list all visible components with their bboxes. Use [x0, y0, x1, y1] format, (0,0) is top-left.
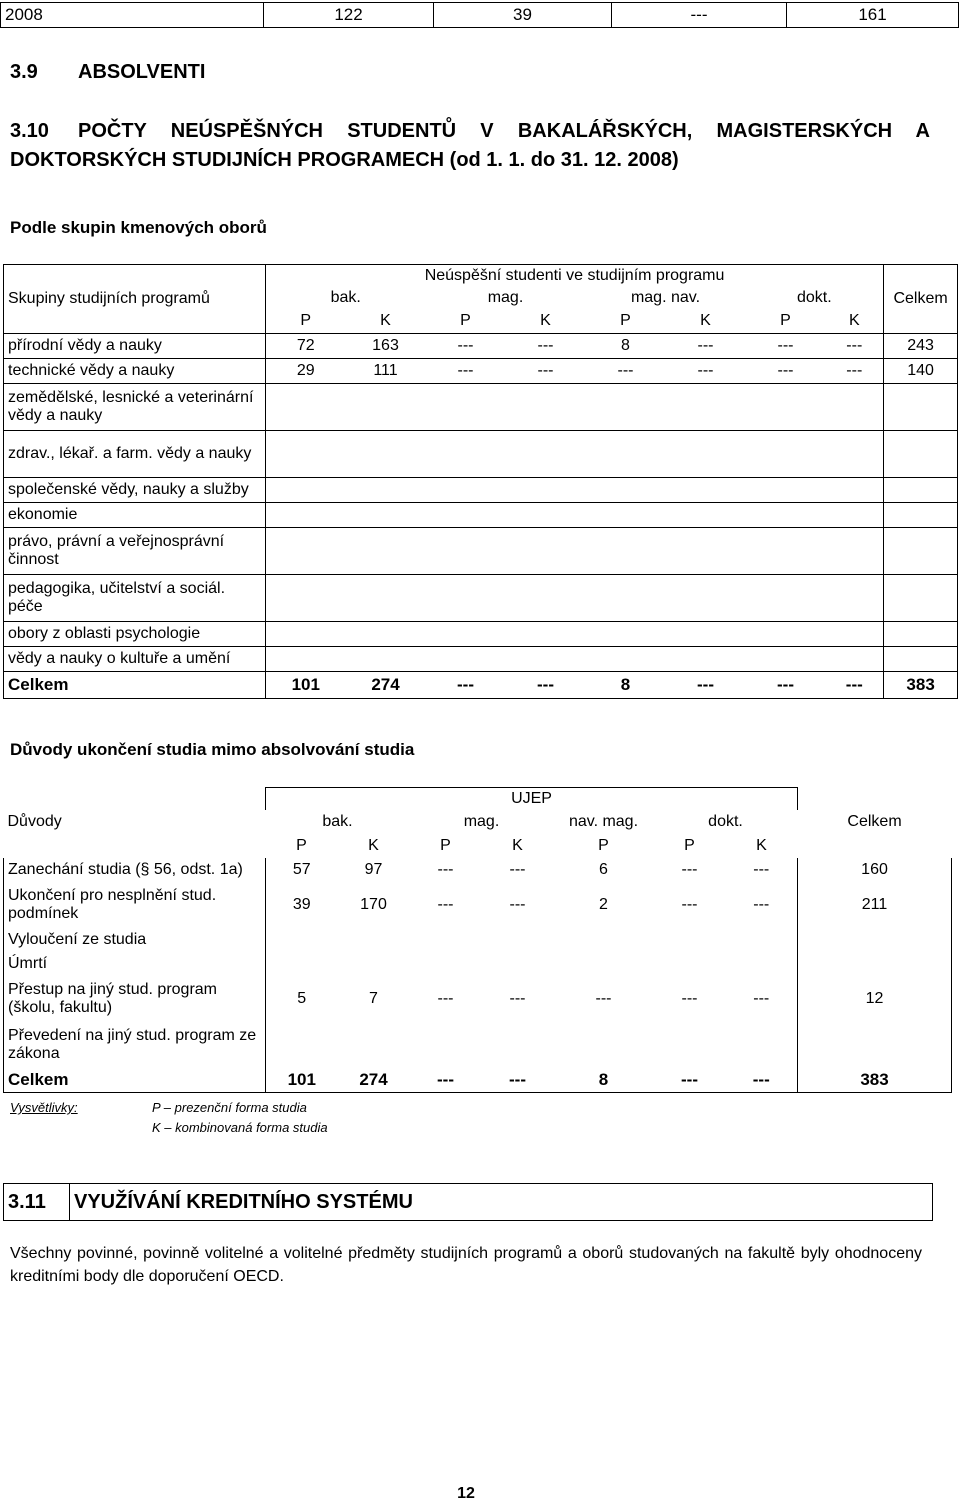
total-cell — [798, 952, 952, 976]
program-header: mag. — [463, 812, 500, 830]
value-cell — [654, 1022, 726, 1068]
program-header: mag. — [487, 289, 524, 306]
value-cell — [826, 622, 884, 647]
legend — [10, 1098, 328, 1138]
value-cell — [410, 928, 482, 952]
value-cell: --- — [410, 1068, 482, 1093]
value-cell: 274 — [338, 1068, 410, 1093]
value-cell — [666, 503, 746, 528]
total-cell — [884, 478, 958, 503]
row-label: pedagogika, učitelství a sociál. péče — [4, 575, 266, 622]
table-row — [4, 1184, 933, 1221]
value-cell — [506, 478, 586, 503]
form-header: P — [780, 312, 791, 329]
value-cell — [266, 528, 346, 575]
value-cell — [266, 928, 338, 952]
value-cell — [506, 503, 586, 528]
super-header: Neúspěšní studenti ve studijním programu — [266, 265, 884, 288]
value-cell — [338, 952, 410, 976]
total-cell: 383 — [884, 672, 958, 699]
value-cell — [654, 952, 726, 976]
value-cell: --- — [586, 359, 666, 384]
value-cell — [266, 478, 346, 503]
value-cell: --- — [753, 895, 770, 913]
form-header: K — [700, 312, 711, 329]
value-cell — [482, 1022, 554, 1068]
value-cell — [746, 384, 826, 431]
table-row — [4, 858, 952, 882]
value-cell — [586, 575, 666, 622]
table-header-row — [4, 788, 952, 810]
table-row — [4, 952, 952, 976]
legend-p: P – prezenční forma studia — [152, 1100, 307, 1115]
heading-title: ABSOLVENTI — [78, 61, 206, 83]
value-cell — [506, 384, 586, 431]
value-cell — [346, 575, 426, 622]
value-cell — [426, 622, 506, 647]
value-cell — [266, 503, 346, 528]
subheading-skupiny: Podle skupin kmenových oborů — [10, 218, 267, 237]
value-cell — [482, 952, 554, 976]
table-row — [4, 334, 958, 359]
row-label: vědy a nauky o kultuře a umění — [4, 647, 266, 672]
table-row — [4, 359, 958, 384]
value-cell — [506, 647, 586, 672]
total-cell — [884, 384, 958, 431]
value-cell: --- — [506, 359, 586, 384]
row-label: Vyloučení ze studia — [4, 928, 266, 952]
legend-k: K – kombinovaná forma studia — [152, 1120, 328, 1135]
table-header-row — [4, 265, 958, 288]
value-cell: --- — [826, 334, 884, 359]
value-cell — [666, 528, 746, 575]
value-cell — [266, 647, 346, 672]
value-cell — [554, 952, 654, 976]
program-header: nav. mag. — [568, 812, 639, 830]
heading-title: POČTY NEÚSPĚŠNÝCH STUDENTŮ V BAKALÁŘSKÝCH, MAGISTERSKÝCH A DOKTORSKÝCH STUDIJNÍCH PROGRAMECH (od 1. 1. do 31. 12. 2008) — [10, 120, 930, 171]
total-cell — [884, 528, 958, 575]
value-cell: --- — [437, 895, 454, 913]
value-cell — [554, 1022, 654, 1068]
value-cell: 7 — [369, 989, 378, 1007]
program-header: bak. — [322, 812, 353, 830]
total-cell: 383 — [798, 1068, 952, 1093]
value-cell — [426, 575, 506, 622]
row-label: Celkem — [4, 1068, 266, 1093]
row-label: Zanechání studia (§ 56, odst. 1a) — [4, 858, 266, 882]
value-cell — [410, 1022, 482, 1068]
form-header: K — [380, 312, 391, 329]
value-cell — [586, 431, 666, 478]
value-cell — [266, 431, 346, 478]
program-header: bak. — [330, 289, 361, 306]
total-cell — [798, 1022, 952, 1068]
total-cell: 140 — [884, 359, 958, 384]
value-cell — [746, 647, 826, 672]
top-cell: --- — [612, 3, 787, 28]
total-header: Celkem — [847, 812, 902, 830]
value-cell — [654, 928, 726, 952]
page-number: 12 — [457, 1485, 475, 1502]
table-row — [1, 3, 959, 28]
value-cell — [482, 928, 554, 952]
value-cell — [826, 503, 884, 528]
value-cell — [266, 384, 346, 431]
value-cell — [426, 647, 506, 672]
top-summary-table — [0, 2, 959, 28]
value-cell: --- — [482, 1068, 554, 1093]
value-cell: --- — [681, 989, 698, 1007]
value-cell — [726, 952, 798, 976]
value-cell — [726, 928, 798, 952]
top-cell: 39 — [434, 3, 612, 28]
value-cell — [586, 528, 666, 575]
value-cell: --- — [426, 359, 506, 384]
value-cell: --- — [654, 1068, 726, 1093]
legend-label: Vysvětlivky: — [10, 1100, 78, 1115]
value-cell — [666, 622, 746, 647]
paragraph-kredity: Všechny povinné, povinně volitelné a volitelné předměty studijních programů a oborů studovaných na fakultě byly ohodnoceny kreditními body dle doporučení OECD. — [10, 1245, 922, 1285]
program-header: dokt. — [708, 812, 743, 830]
table-row — [4, 503, 958, 528]
value-cell: 2 — [599, 895, 608, 913]
row-label: Celkem — [4, 672, 266, 699]
total-row — [4, 672, 958, 699]
value-cell: --- — [826, 359, 884, 384]
row-label: zdrav., lékař. a farm. vědy a nauky — [4, 431, 266, 478]
value-cell: --- — [506, 334, 586, 359]
row-label: Převedení na jiný stud. program ze zákona — [4, 1022, 266, 1068]
value-cell: 97 — [364, 860, 383, 878]
value-cell — [666, 647, 746, 672]
total-cell: 160 — [798, 858, 952, 882]
value-cell: --- — [509, 895, 526, 913]
form-header: K — [848, 312, 860, 329]
value-cell: 163 — [346, 334, 426, 359]
value-cell — [338, 1022, 410, 1068]
form-header: K — [756, 836, 767, 854]
form-header: P — [460, 312, 471, 329]
total-cell — [884, 575, 958, 622]
row-label: právo, právní a veřejnosprávní činnost — [4, 528, 266, 575]
value-cell — [346, 431, 426, 478]
program-header: dokt. — [796, 289, 832, 306]
value-cell — [338, 928, 410, 952]
value-cell — [826, 647, 884, 672]
value-cell: --- — [753, 989, 770, 1007]
value-cell — [746, 528, 826, 575]
value-cell — [746, 503, 826, 528]
top-cell: 122 — [264, 3, 434, 28]
value-cell — [826, 384, 884, 431]
total-cell — [884, 503, 958, 528]
table-row — [4, 478, 958, 503]
total-header: Celkem — [884, 265, 958, 334]
value-cell — [426, 431, 506, 478]
value-cell — [266, 952, 338, 976]
value-cell — [266, 1022, 338, 1068]
value-cell — [746, 575, 826, 622]
value-cell — [666, 478, 746, 503]
value-cell — [826, 431, 884, 478]
value-cell: --- — [595, 989, 612, 1007]
section-number: 3.11 — [4, 1184, 70, 1221]
top-cell-year: 2008 — [1, 3, 264, 28]
value-cell: --- — [666, 334, 746, 359]
value-cell — [506, 575, 586, 622]
row-label: Úmrtí — [4, 952, 266, 976]
value-cell: 29 — [266, 359, 346, 384]
row-label: obory z oblasti psychologie — [4, 622, 266, 647]
value-cell — [826, 575, 884, 622]
value-cell: 72 — [266, 334, 346, 359]
value-cell — [586, 478, 666, 503]
form-header: K — [540, 312, 551, 329]
super-header: UJEP — [266, 788, 798, 810]
top-cell: 161 — [787, 3, 959, 28]
value-cell: 101 — [266, 1068, 338, 1093]
value-cell — [726, 1022, 798, 1068]
value-cell — [266, 622, 346, 647]
value-cell: 8 — [586, 672, 666, 699]
row-label: ekonomie — [4, 503, 266, 528]
value-cell: 101 — [266, 672, 346, 699]
value-cell: --- — [681, 860, 698, 878]
value-cell: --- — [746, 334, 826, 359]
value-cell — [746, 622, 826, 647]
table-row — [4, 976, 952, 1022]
value-cell: --- — [753, 860, 770, 878]
group-label: Skupiny studijních programů — [4, 265, 266, 334]
table-row — [4, 1022, 952, 1068]
value-cell: --- — [509, 989, 526, 1007]
value-cell: 57 — [292, 860, 311, 878]
form-header: P — [296, 836, 307, 854]
total-cell: 243 — [884, 334, 958, 359]
value-cell: --- — [726, 1068, 798, 1093]
total-cell — [884, 647, 958, 672]
value-cell — [426, 528, 506, 575]
value-cell: 8 — [586, 334, 666, 359]
value-cell: --- — [666, 359, 746, 384]
value-cell: 274 — [346, 672, 426, 699]
heading-number: 3.9 — [10, 61, 38, 83]
section-title: VYUŽÍVÁNÍ KREDITNÍHO SYSTÉMU — [70, 1184, 933, 1221]
value-cell — [554, 928, 654, 952]
heading-neuspesni-studenti — [10, 117, 930, 175]
value-cell — [746, 478, 826, 503]
value-cell — [426, 384, 506, 431]
total-cell: 12 — [798, 976, 952, 1022]
value-cell: --- — [666, 672, 746, 699]
value-cell: --- — [746, 359, 826, 384]
value-cell: 39 — [292, 895, 311, 913]
value-cell: --- — [426, 334, 506, 359]
total-row — [4, 1068, 952, 1093]
value-cell — [346, 528, 426, 575]
table-row — [4, 622, 958, 647]
table-row — [4, 384, 958, 431]
termination-reasons-table — [3, 787, 952, 1093]
row-label: Přestup na jiný stud. program (školu, fakultu) — [4, 976, 266, 1022]
heading-absolventi — [10, 58, 205, 87]
form-header: P — [598, 836, 609, 854]
value-cell — [346, 647, 426, 672]
total-cell — [884, 622, 958, 647]
value-cell: --- — [746, 672, 826, 699]
total-cell — [798, 928, 952, 952]
form-header: P — [684, 836, 695, 854]
table-header-row — [4, 810, 952, 834]
value-cell — [826, 528, 884, 575]
value-cell — [410, 952, 482, 976]
value-cell — [346, 622, 426, 647]
value-cell — [346, 478, 426, 503]
value-cell — [666, 431, 746, 478]
heading-number: 3.10 — [10, 120, 49, 142]
value-cell: 170 — [360, 895, 387, 913]
value-cell: 6 — [599, 860, 608, 878]
value-cell — [346, 384, 426, 431]
row-label: technické vědy a nauky — [4, 359, 266, 384]
unsuccessful-students-table — [3, 264, 958, 699]
row-label: zemědělské, lesnické a veterinární vědy a nauky — [4, 384, 266, 431]
value-cell: 8 — [554, 1068, 654, 1093]
value-cell — [506, 622, 586, 647]
section-heading-kredity — [3, 1183, 933, 1221]
value-cell: --- — [826, 672, 884, 699]
table-row — [4, 882, 952, 928]
value-cell: --- — [437, 989, 454, 1007]
value-cell: --- — [681, 895, 698, 913]
value-cell — [426, 503, 506, 528]
table-row — [4, 431, 958, 478]
value-cell — [266, 575, 346, 622]
value-cell — [666, 384, 746, 431]
row-label: přírodní vědy a nauky — [4, 334, 266, 359]
form-header: P — [440, 836, 451, 854]
reason-label: Důvody — [7, 812, 62, 830]
form-header: K — [512, 836, 523, 854]
table-row — [4, 528, 958, 575]
total-cell — [884, 431, 958, 478]
value-cell: --- — [509, 860, 526, 878]
value-cell — [586, 647, 666, 672]
value-cell — [426, 478, 506, 503]
value-cell — [746, 431, 826, 478]
value-cell — [586, 384, 666, 431]
value-cell: --- — [426, 672, 506, 699]
value-cell: --- — [437, 860, 454, 878]
table-row — [4, 575, 958, 622]
value-cell — [346, 503, 426, 528]
subheading-duvody: Důvody ukončení studia mimo absolvování studia — [10, 740, 415, 759]
form-header: K — [368, 836, 379, 854]
row-label: společenské vědy, nauky a služby — [4, 478, 266, 503]
value-cell — [586, 503, 666, 528]
value-cell: 111 — [346, 359, 426, 384]
total-cell: 211 — [798, 882, 952, 928]
table-row — [4, 647, 958, 672]
form-header: P — [620, 312, 631, 329]
value-cell: 5 — [297, 989, 307, 1007]
value-cell — [506, 431, 586, 478]
value-cell — [506, 528, 586, 575]
form-header: P — [300, 312, 312, 329]
value-cell — [826, 478, 884, 503]
table-header-row — [4, 834, 952, 858]
value-cell — [586, 622, 666, 647]
value-cell — [666, 575, 746, 622]
row-label: Ukončení pro nesplnění stud. podmínek — [4, 882, 266, 928]
table-row — [4, 928, 952, 952]
value-cell: --- — [506, 672, 586, 699]
program-header: mag. nav. — [630, 289, 701, 306]
